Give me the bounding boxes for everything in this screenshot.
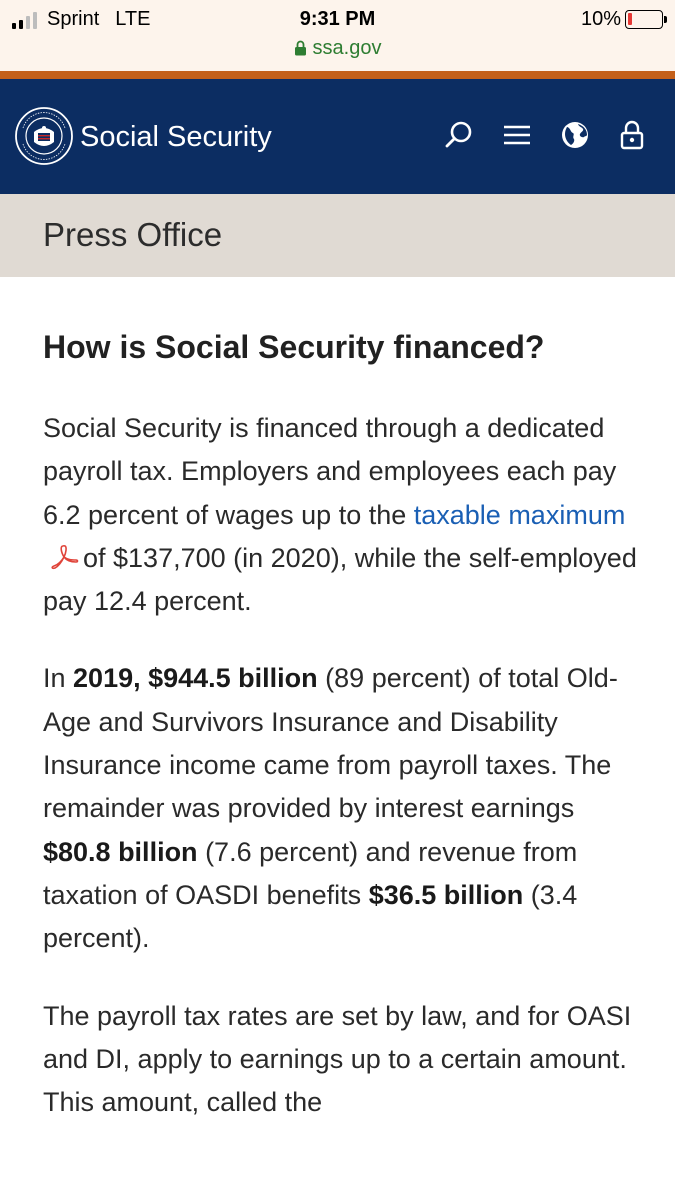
- clock: 9:31 PM: [299, 8, 376, 30]
- paragraph-income: [43, 657, 643, 960]
- paragraph-text: (89 percent) of total Old-Age and Survivors Insurance and Disability Insurance income came from payroll taxes. The remainder was provided by interest earnings: [43, 663, 618, 824]
- accent-stripe: [0, 71, 675, 79]
- taxable-maximum-link[interactable]: taxable maximum: [413, 499, 626, 530]
- paragraph-financing: [43, 407, 643, 623]
- section-title: Press Office: [43, 216, 223, 253]
- brand-name[interactable]: Social Security: [80, 121, 272, 153]
- carrier-name: Sprint: [47, 8, 100, 30]
- ssa-seal-logo[interactable]: [14, 106, 74, 166]
- article-title: How is Social Security financed?: [43, 329, 545, 365]
- status-bar: [0, 0, 675, 71]
- lock-icon[interactable]: [616, 119, 648, 151]
- battery-percent: 10%: [580, 8, 621, 30]
- menu-icon[interactable]: [501, 119, 533, 151]
- globe-icon[interactable]: [559, 119, 591, 151]
- paragraph-text: of $137,700 (in 2020), while the self-employed pay 12.4 percent.: [43, 542, 637, 617]
- bold-text: $36.5 billion: [368, 879, 524, 910]
- paragraph-text: Social Security is financed through a dedicated payroll tax. Employers and employees each pay 6.2 percent of wages up to the: [43, 413, 617, 530]
- paragraph-text: (3.4 percent).: [43, 879, 578, 954]
- bold-text: $80.8 billion: [43, 836, 198, 867]
- search-icon[interactable]: [443, 119, 475, 151]
- bold-text: 2019, $944.5 billion: [73, 663, 318, 694]
- address-bar[interactable]: [0, 37, 675, 62]
- section-bar: [0, 194, 675, 277]
- site-header: [0, 79, 675, 194]
- network-type: LTE: [115, 8, 151, 30]
- status-right: [581, 8, 663, 31]
- paragraph-tax-rates: The payroll tax rates are set by law, and for OASI and DI, apply to earnings up to a certain amount. This amount, called the: [43, 1000, 632, 1118]
- article: [43, 325, 643, 1158]
- paragraph-text: In: [43, 663, 74, 694]
- secure-lock-icon: [294, 39, 307, 62]
- battery-icon: [625, 10, 663, 29]
- url-text: ssa.gov: [312, 37, 382, 59]
- paragraph-text: (7.6 percent) and revenue from taxation of OASDI benefits: [43, 836, 578, 910]
- pdf-icon[interactable]: [49, 540, 79, 566]
